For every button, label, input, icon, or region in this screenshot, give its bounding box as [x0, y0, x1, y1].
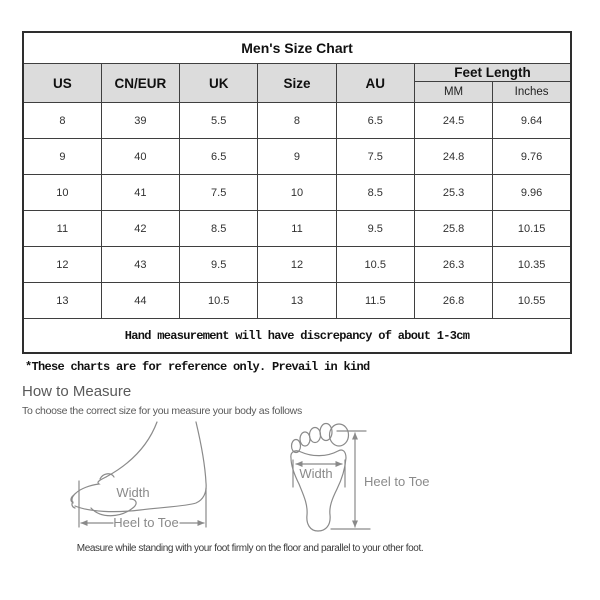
size-cell: 10.5: [180, 283, 258, 319]
size-cell: 25.8: [414, 211, 492, 247]
size-cell: 8: [258, 103, 336, 139]
side-foot-drawing: [71, 422, 206, 530]
size-cell: 10: [23, 175, 101, 211]
table-row: [23, 139, 571, 175]
table-row: [23, 283, 571, 319]
size-cell: 13: [258, 283, 336, 319]
column-header-uk: UK: [180, 64, 258, 103]
size-cell: 5.5: [180, 103, 258, 139]
size-cell: 10.55: [493, 283, 571, 319]
size-cell: 12: [23, 247, 101, 283]
table-note-row: [23, 319, 571, 354]
column-header-size: Size: [258, 64, 336, 103]
size-cell: 10.15: [493, 211, 571, 247]
size-cell: 10.35: [493, 247, 571, 283]
column-header-us: US: [23, 64, 101, 103]
size-cell: 12: [258, 247, 336, 283]
table-row: [23, 103, 571, 139]
size-cell: 43: [101, 247, 179, 283]
table-row: [23, 247, 571, 283]
size-cell: 44: [101, 283, 179, 319]
size-cell: 8.5: [336, 175, 414, 211]
size-cell: 10: [258, 175, 336, 211]
size-cell: 24.5: [414, 103, 492, 139]
size-cell: 9.64: [493, 103, 571, 139]
size-cell: 25.3: [414, 175, 492, 211]
size-cell: 9: [23, 139, 101, 175]
size-cell: 7.5: [336, 139, 414, 175]
size-cell: 13: [23, 283, 101, 319]
reference-only-note: *These charts are for reference only. Prevail in kind: [25, 360, 370, 374]
how-to-measure-heading: How to Measure: [22, 383, 132, 400]
size-cell: 8.5: [180, 211, 258, 247]
size-cell: 11.5: [336, 283, 414, 319]
footprint-drawing: [291, 424, 430, 532]
table-header-row: [23, 64, 571, 82]
column-header-feet-length: Feet Length: [414, 64, 571, 82]
size-cell: 39: [101, 103, 179, 139]
size-cell: 10.5: [336, 247, 414, 283]
side-foot-width-label: Width: [116, 485, 150, 500]
size-cell: 9.96: [493, 175, 571, 211]
size-cell: 6.5: [336, 103, 414, 139]
size-cell: 40: [101, 139, 179, 175]
measure-instruction-caption: Measure while standing with your foot firmly on the floor and parallel to your other foot.: [76, 543, 424, 554]
size-cell: 8: [23, 103, 101, 139]
table-title: Men's Size Chart: [23, 32, 571, 64]
measurement-discrepancy-note: Hand measurement will have discrepancy of about 1-3cm: [23, 319, 571, 354]
size-cell: 26.8: [414, 283, 492, 319]
table-row: [23, 175, 571, 211]
mens-size-chart-table: [22, 31, 572, 354]
column-header-cneur: CN/EUR: [101, 64, 179, 103]
size-cell: 9.76: [493, 139, 571, 175]
size-cell: 42: [101, 211, 179, 247]
size-cell: 11: [258, 211, 336, 247]
size-cell: 6.5: [180, 139, 258, 175]
table-row: [23, 211, 571, 247]
size-cell: 11: [23, 211, 101, 247]
footprint-width-label: Width: [299, 466, 333, 481]
size-cell: 9.5: [336, 211, 414, 247]
size-cell: 9: [258, 139, 336, 175]
column-header-mm: MM: [414, 82, 492, 103]
how-to-measure-subtitle: To choose the correct size for you measure your body as follows: [22, 405, 302, 417]
footprint-heel-to-toe-label: Heel to Toe: [364, 474, 430, 489]
size-cell: 24.8: [414, 139, 492, 175]
measurement-diagram: [20, 416, 580, 556]
column-header-inches: Inches: [493, 82, 571, 103]
table-title-row: [23, 32, 571, 64]
size-cell: 9.5: [180, 247, 258, 283]
side-foot-heel-to-toe-label: Heel to Toe: [113, 515, 179, 530]
column-header-au: AU: [336, 64, 414, 103]
size-cell: 7.5: [180, 175, 258, 211]
size-cell: 26.3: [414, 247, 492, 283]
size-cell: 41: [101, 175, 179, 211]
